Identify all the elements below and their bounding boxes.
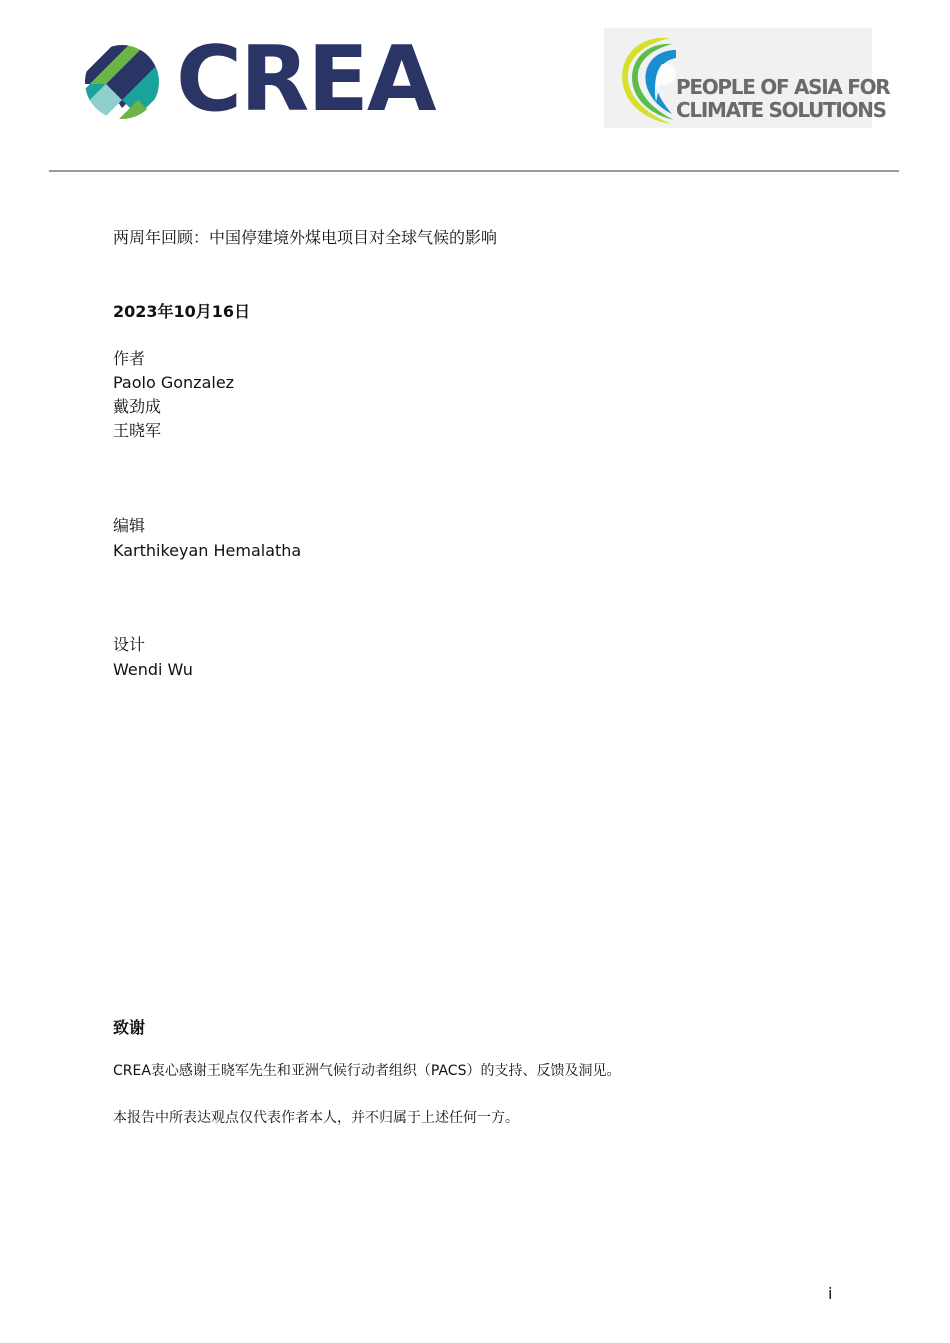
- disclaimer-text: 本报告中所表达观点仅代表作者本人，并不归属于上述任何一方。: [113, 1110, 519, 1126]
- author-name: 王晓军: [113, 421, 162, 440]
- authors-heading: 作者: [113, 349, 146, 368]
- acknowledgement-text: CREA衷心感谢王晓军先生和亚洲气候行动者组织（PACS）的支持、反馈及洞见。: [113, 1063, 621, 1079]
- crea-wordmark: CREA: [176, 27, 435, 132]
- crea-emblem: [84, 44, 170, 122]
- design-heading: 设计: [113, 635, 146, 654]
- page-number: i: [828, 1284, 833, 1303]
- document-title: 两周年回顾：中国停建境外煤电项目对全球气候的影响: [113, 228, 498, 247]
- designer-name: Wendi Wu: [113, 660, 193, 679]
- acknowledgements-heading: 致谢: [113, 1018, 146, 1037]
- author-name: Paolo Gonzalez: [113, 373, 235, 392]
- header-divider: [49, 170, 899, 172]
- author-name: 戴劲成: [113, 397, 162, 416]
- pacs-logo-line-2: CLIMATE SOLUTIONS: [676, 98, 886, 122]
- editor-heading: 编辑: [113, 516, 146, 535]
- pacs-logo-line-1: PEOPLE OF ASIA FOR: [676, 75, 890, 99]
- pacs-emblem: [610, 30, 682, 126]
- editor-name: Karthikeyan Hemalatha: [113, 541, 302, 560]
- document-date: 2023年10月16日: [113, 302, 251, 321]
